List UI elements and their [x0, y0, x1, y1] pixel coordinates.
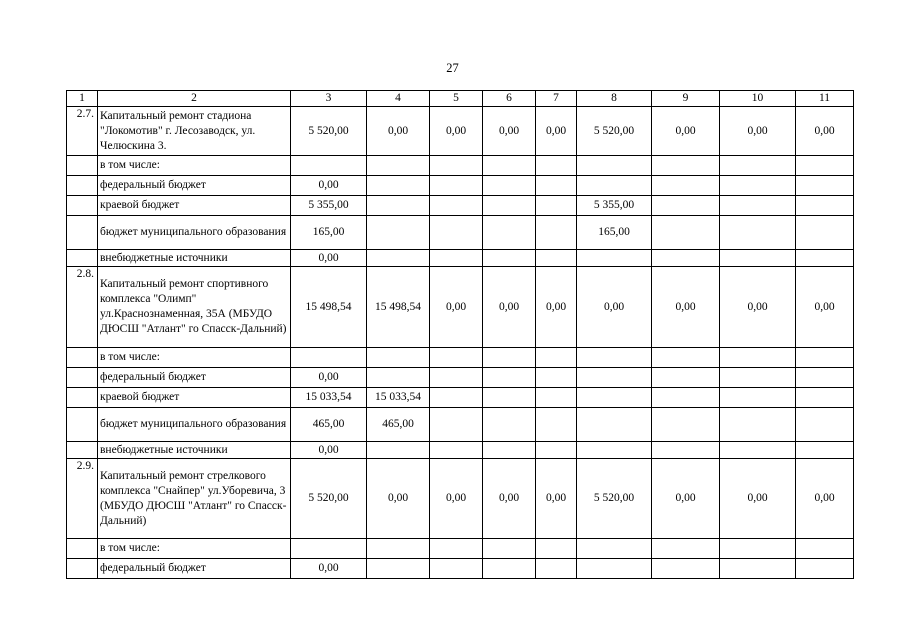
value-cell: [652, 442, 720, 459]
value-cell: [291, 156, 367, 176]
row-name: в том числе:: [98, 348, 291, 368]
value-cell: [796, 176, 854, 196]
value-cell: 0,00: [367, 459, 430, 539]
value-cell: [430, 559, 483, 579]
table-row: [67, 442, 854, 459]
value-cell: [430, 408, 483, 442]
value-cell: [291, 539, 367, 559]
value-cell: [483, 250, 536, 267]
row-name: внебюджетные источники: [98, 250, 291, 267]
value-cell: [483, 559, 536, 579]
value-cell: 0,00: [291, 176, 367, 196]
budget-table: [66, 90, 854, 579]
value-cell: 0,00: [796, 267, 854, 348]
row-name: краевой бюджет: [98, 388, 291, 408]
page-number: 27: [446, 61, 459, 75]
value-cell: [796, 348, 854, 368]
value-cell: 0,00: [291, 442, 367, 459]
value-cell: 0,00: [291, 559, 367, 579]
value-cell: 0,00: [652, 267, 720, 348]
value-cell: [577, 250, 652, 267]
value-cell: [536, 216, 577, 250]
table-row: [67, 107, 854, 156]
row-number: [67, 348, 98, 368]
row-number: [67, 442, 98, 459]
value-cell: [536, 408, 577, 442]
header-cell: 3: [291, 91, 367, 107]
header-cell: 4: [367, 91, 430, 107]
value-cell: [796, 196, 854, 216]
table-row: [67, 196, 854, 216]
value-cell: 5 520,00: [577, 107, 652, 156]
value-cell: [796, 539, 854, 559]
table-row: [67, 368, 854, 388]
value-cell: [430, 348, 483, 368]
value-cell: [367, 250, 430, 267]
value-cell: [430, 176, 483, 196]
header-cell: 1: [67, 91, 98, 107]
value-cell: 0,00: [483, 107, 536, 156]
value-cell: [536, 156, 577, 176]
header-cell: 5: [430, 91, 483, 107]
value-cell: [367, 348, 430, 368]
value-cell: [652, 156, 720, 176]
value-cell: [652, 250, 720, 267]
row-name: Капитальный ремонт стадиона "Локомотив" г. Лесозаводск, ул. Челюскина 3.: [98, 107, 291, 156]
row-name: в том числе:: [98, 156, 291, 176]
value-cell: [577, 408, 652, 442]
value-cell: 0,00: [291, 368, 367, 388]
value-cell: [430, 368, 483, 388]
header-cell: 9: [652, 91, 720, 107]
row-name: федеральный бюджет: [98, 368, 291, 388]
value-cell: 0,00: [577, 267, 652, 348]
value-cell: [367, 196, 430, 216]
value-cell: 15 498,54: [367, 267, 430, 348]
value-cell: [720, 156, 796, 176]
value-cell: [652, 348, 720, 368]
table-row: [67, 388, 854, 408]
value-cell: 15 033,54: [367, 388, 430, 408]
table-row: [67, 267, 854, 348]
value-cell: 5 355,00: [577, 196, 652, 216]
value-cell: [430, 388, 483, 408]
value-cell: 0,00: [291, 250, 367, 267]
value-cell: 165,00: [291, 216, 367, 250]
value-cell: [796, 156, 854, 176]
row-name: внебюджетные источники: [98, 442, 291, 459]
header-cell: 2: [98, 91, 291, 107]
value-cell: [430, 442, 483, 459]
value-cell: [652, 539, 720, 559]
value-cell: [430, 196, 483, 216]
value-cell: [720, 176, 796, 196]
value-cell: [577, 156, 652, 176]
table-row: [67, 559, 854, 579]
value-cell: [720, 388, 796, 408]
value-cell: [536, 250, 577, 267]
row-number: [67, 368, 98, 388]
value-cell: [796, 388, 854, 408]
row-number: [67, 559, 98, 579]
value-cell: [483, 539, 536, 559]
value-cell: [796, 442, 854, 459]
value-cell: 0,00: [652, 107, 720, 156]
value-cell: [720, 539, 796, 559]
row-number: 2.8.: [67, 267, 98, 348]
row-name: федеральный бюджет: [98, 559, 291, 579]
row-name: бюджет муниципального образования: [98, 216, 291, 250]
value-cell: [796, 250, 854, 267]
value-cell: 0,00: [483, 459, 536, 539]
value-cell: 0,00: [536, 459, 577, 539]
value-cell: 15 498,54: [291, 267, 367, 348]
value-cell: [652, 559, 720, 579]
value-cell: [536, 348, 577, 368]
value-cell: [483, 442, 536, 459]
value-cell: [483, 216, 536, 250]
value-cell: [536, 368, 577, 388]
value-cell: 5 520,00: [577, 459, 652, 539]
value-cell: [536, 196, 577, 216]
header-cell: 11: [796, 91, 854, 107]
value-cell: 0,00: [796, 107, 854, 156]
row-number: [67, 388, 98, 408]
header-cell: 10: [720, 91, 796, 107]
table-row: [67, 459, 854, 539]
value-cell: [720, 408, 796, 442]
value-cell: [796, 559, 854, 579]
value-cell: [720, 368, 796, 388]
table-row: [67, 250, 854, 267]
table-row: [67, 216, 854, 250]
table-row: [67, 156, 854, 176]
header-row: [67, 91, 854, 107]
row-number: 2.7.: [67, 107, 98, 156]
value-cell: [796, 216, 854, 250]
value-cell: [367, 176, 430, 196]
value-cell: [577, 539, 652, 559]
value-cell: 0,00: [720, 267, 796, 348]
value-cell: 0,00: [430, 107, 483, 156]
row-name: федеральный бюджет: [98, 176, 291, 196]
value-cell: [483, 388, 536, 408]
value-cell: [652, 196, 720, 216]
value-cell: 0,00: [483, 267, 536, 348]
value-cell: 0,00: [367, 107, 430, 156]
value-cell: [430, 216, 483, 250]
value-cell: [652, 388, 720, 408]
value-cell: [536, 539, 577, 559]
row-number: [67, 408, 98, 442]
value-cell: [652, 408, 720, 442]
value-cell: 15 033,54: [291, 388, 367, 408]
row-name: бюджет муниципального образования: [98, 408, 291, 442]
value-cell: [577, 559, 652, 579]
value-cell: [483, 348, 536, 368]
value-cell: [367, 216, 430, 250]
value-cell: 465,00: [367, 408, 430, 442]
value-cell: [483, 368, 536, 388]
value-cell: [367, 368, 430, 388]
value-cell: 0,00: [652, 459, 720, 539]
value-cell: 5 520,00: [291, 107, 367, 156]
row-number: 2.9.: [67, 459, 98, 539]
row-name: Капитальный ремонт стрелкового комплекса "Снайпер" ул.Уборевича, 3 (МБУДО ДЮСШ "Атлант" го Спасск-Дальний): [98, 459, 291, 539]
value-cell: [536, 559, 577, 579]
table-row: [67, 408, 854, 442]
value-cell: [720, 559, 796, 579]
value-cell: 0,00: [796, 459, 854, 539]
row-name: краевой бюджет: [98, 196, 291, 216]
value-cell: [652, 176, 720, 196]
value-cell: [720, 442, 796, 459]
value-cell: [720, 216, 796, 250]
value-cell: [796, 368, 854, 388]
header-cell: 8: [577, 91, 652, 107]
value-cell: 0,00: [536, 107, 577, 156]
value-cell: 165,00: [577, 216, 652, 250]
value-cell: [430, 250, 483, 267]
value-cell: [291, 348, 367, 368]
header-cell: 6: [483, 91, 536, 107]
value-cell: [430, 539, 483, 559]
value-cell: 0,00: [536, 267, 577, 348]
value-cell: 0,00: [430, 267, 483, 348]
value-cell: [720, 250, 796, 267]
row-number: [67, 176, 98, 196]
value-cell: [577, 388, 652, 408]
table-row: [67, 176, 854, 196]
value-cell: 0,00: [430, 459, 483, 539]
value-cell: [483, 156, 536, 176]
value-cell: [720, 196, 796, 216]
row-number: [67, 196, 98, 216]
value-cell: 465,00: [291, 408, 367, 442]
header-cell: 7: [536, 91, 577, 107]
table-row: [67, 348, 854, 368]
value-cell: [577, 176, 652, 196]
row-number: [67, 216, 98, 250]
value-cell: [577, 442, 652, 459]
value-cell: [483, 196, 536, 216]
value-cell: [720, 348, 796, 368]
value-cell: [796, 408, 854, 442]
row-name: в том числе:: [98, 539, 291, 559]
value-cell: [430, 156, 483, 176]
value-cell: 0,00: [720, 459, 796, 539]
row-name: Капитальный ремонт спортивного комплекса "Олимп" ул.Краснознаменная, 35А (МБУДО ДЮСШ "Атлант" го Спасск-Дальний): [98, 267, 291, 348]
value-cell: [652, 216, 720, 250]
value-cell: [367, 539, 430, 559]
value-cell: [652, 368, 720, 388]
value-cell: 5 520,00: [291, 459, 367, 539]
value-cell: 0,00: [720, 107, 796, 156]
value-cell: [536, 176, 577, 196]
value-cell: [483, 176, 536, 196]
row-number: [67, 250, 98, 267]
value-cell: [367, 559, 430, 579]
value-cell: [483, 408, 536, 442]
value-cell: [536, 442, 577, 459]
value-cell: [367, 156, 430, 176]
value-cell: 5 355,00: [291, 196, 367, 216]
row-number: [67, 156, 98, 176]
value-cell: [577, 368, 652, 388]
row-number: [67, 539, 98, 559]
value-cell: [536, 388, 577, 408]
table-row: [67, 539, 854, 559]
table-body: [67, 107, 854, 579]
value-cell: [367, 442, 430, 459]
value-cell: [577, 348, 652, 368]
